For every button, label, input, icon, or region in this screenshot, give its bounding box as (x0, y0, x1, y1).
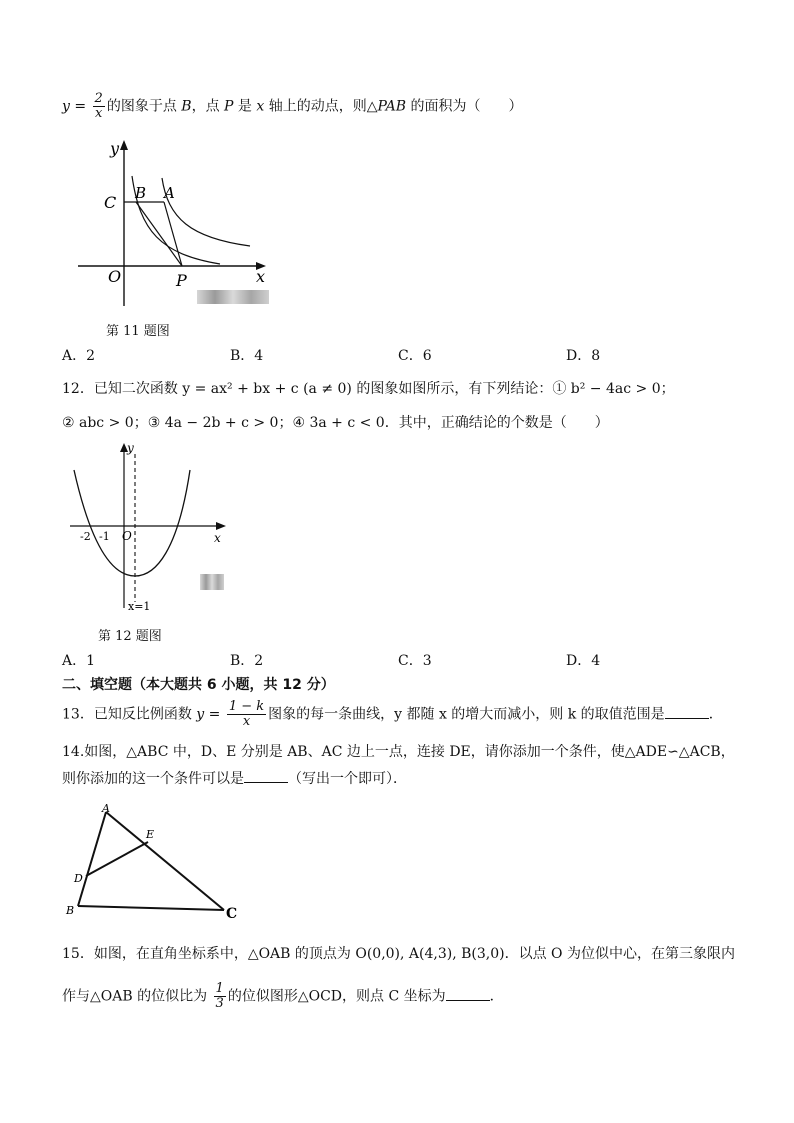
q13-answer-blank[interactable] (665, 706, 709, 719)
q12-line-2: ② abc > 0；③ 4a − 2b + c > 0；④ 3a + c < 0．其中，正确结论的个数是（ ） (62, 415, 609, 431)
q14-answer-blank[interactable] (244, 770, 288, 783)
q11-watermark (197, 290, 269, 304)
q13-frac-den: x (242, 714, 251, 729)
q14-fig-c-label: C (226, 906, 238, 922)
q13-text-pre: 13．已知反比例函数 (62, 706, 192, 723)
q11-text-4: 轴上的动点，则△ (268, 98, 378, 115)
q15-text-post: 的位似图形△OCD，则点 C 坐标为 (227, 988, 446, 1005)
q12-caption: 第 12 题图 (98, 629, 162, 644)
q14-line-1: 14.如图，△ABC 中，D、E 分别是 AB、AC 边上一点，连接 DE，请你添加一个条件，使△ADE∽△ACB， (62, 744, 735, 760)
q14-text-pre: 则你添加的这一个条件可以是 (62, 771, 244, 787)
q13-lhs: y = (196, 706, 221, 723)
q12-option-c: C．3 (398, 653, 432, 669)
q12-fig-minus1: -1 (99, 530, 110, 543)
q11-frac-num: 2 (94, 91, 103, 106)
q11-text-5: 的面积为（ ） (410, 98, 523, 115)
q12-option-d: D．4 (566, 653, 601, 669)
q14-fig-a-label: A (102, 802, 110, 815)
q15-frac-num: 1 (215, 981, 224, 996)
q15-frac-den: 3 (215, 996, 224, 1011)
q11-point-p: P (224, 98, 234, 115)
q11-text-3: 是 (237, 98, 252, 115)
q12-line-1: 12．已知二次函数 y = ax² + bx + c (a ≠ 0) 的图象如图所示，有下列结论：① b² − 4ac > 0； (62, 381, 675, 397)
q11-triangle: PAB (377, 98, 407, 115)
q11-figure (70, 136, 280, 311)
q14-fig-d-label: D (74, 872, 83, 885)
q13-fraction (227, 700, 266, 729)
q14-line-2 (62, 768, 407, 788)
q11-fig-b-label: B (135, 184, 147, 202)
q12-fig-minus2: -2 (80, 530, 91, 543)
q11-fig-y-label: y (110, 139, 120, 158)
q12-fig-y-label: y (127, 441, 134, 455)
q11-caption: 第 11 题图 (106, 324, 170, 339)
q11-option-d: D．8 (566, 348, 601, 364)
section-2-heading: 二、填空题（本大题共 6 小题，共 12 分） (62, 677, 335, 693)
q12-option-b: B．2 (230, 653, 264, 669)
q15-line-2 (62, 982, 504, 1011)
q15-line-1: 15．如图，在直角坐标系中，△OAB 的顶点为 O(0,0), A(4,3), B(3,0)．以点 O 为位似中心，在第三象限内 (62, 946, 735, 962)
q14-fig-e-label: E (146, 828, 155, 841)
q13-text-end: ． (708, 706, 723, 723)
q13-text-post: 图象的每一条曲线，y 都随 x 的增大而减小，则 k 的取值范围是 (268, 706, 665, 723)
q11-fig-x-label: x (256, 267, 266, 286)
q11-fig-p-label: P (176, 271, 187, 290)
q11-fig-o-label: O (108, 267, 122, 286)
q12-fig-axis-label: x=1 (128, 600, 151, 613)
q11-text-1: 的图象于点 (106, 98, 177, 115)
q12-watermark (200, 574, 224, 590)
q11-stem (62, 92, 523, 121)
q14-figure (62, 800, 252, 922)
q15-text-end: ． (489, 988, 504, 1005)
q11-text-2: ，点 (191, 98, 220, 115)
q15-text-pre: 作与△OAB 的位似比为 (62, 988, 208, 1005)
q11-fig-c-label: C (104, 193, 117, 212)
q14-fig-b-label: B (66, 904, 75, 917)
q11-frac-den: x (95, 106, 103, 121)
q11-fig-a-label: A (164, 184, 175, 202)
q15-answer-blank[interactable] (446, 988, 490, 1001)
q13-frac-num: 1 − k (228, 699, 265, 714)
q11-option-a: A．2 (62, 348, 96, 364)
q15-fraction (214, 982, 226, 1011)
q13-stem (62, 700, 723, 729)
q11-option-b: B．4 (230, 348, 264, 364)
q11-point-b: B (181, 98, 192, 115)
q12-fig-o-label: O (122, 529, 132, 543)
q11-var-x: x (256, 98, 265, 115)
q12-fig-x-label: x (214, 531, 221, 545)
q14-text-post: （写出一个即可）． (288, 771, 407, 787)
q11-fraction (93, 92, 105, 121)
q12-option-a: A．1 (62, 653, 96, 669)
q11-lhs: y = (62, 98, 87, 115)
q11-option-c: C．6 (398, 348, 432, 364)
